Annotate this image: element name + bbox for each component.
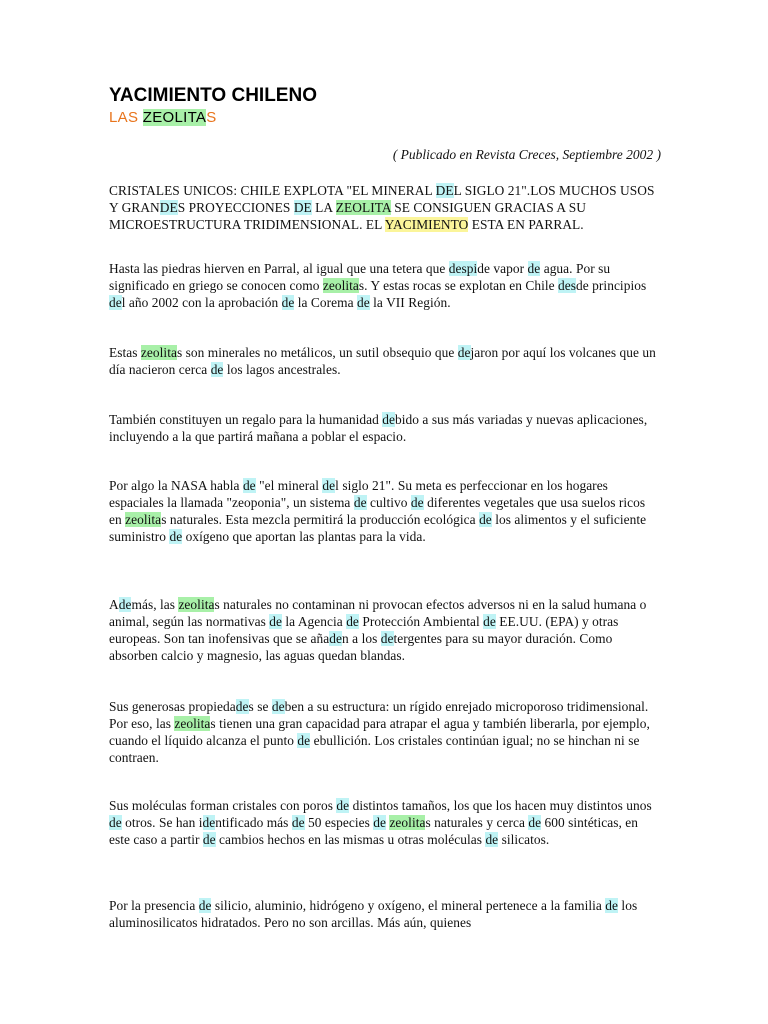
highlight-cyan: de (353, 495, 367, 510)
text-run: S PROYECCIONES (177, 200, 294, 215)
text-run: Por la presencia (109, 898, 199, 913)
highlight-green: ZEOLITA (335, 200, 391, 215)
highlight-cyan: de (373, 815, 387, 830)
article-paragraph (109, 897, 661, 931)
highlight-cyan: de (479, 512, 492, 527)
text-run: silicatos. (498, 832, 550, 847)
text-run: otros. Se han i (121, 815, 203, 830)
highlight-cyan: de (528, 815, 542, 830)
highlight-cyan: DE (159, 200, 178, 215)
text-run: agua. Por su significado en griego se conocen como (109, 261, 611, 293)
highlight-cyan: de (109, 295, 122, 310)
article-paragraph (109, 596, 661, 664)
highlight-cyan: de (291, 815, 305, 830)
text-run: ben a su estructura: un rígido enrejado microporoso tridimensional. Por eso, las (109, 699, 649, 731)
document-page (109, 84, 661, 930)
text-run: más, las (131, 597, 179, 612)
highlight-green: zeolita (174, 716, 211, 731)
highlight-yellow: YACIMIENTO (384, 217, 469, 232)
highlight-cyan: de (336, 798, 350, 813)
text-run: s se (248, 699, 272, 714)
text-run: silicio, aluminio, hidrógeno y oxígeno, el mineral pertenece a la familia (211, 898, 606, 913)
highlight-cyan: DE (293, 200, 312, 215)
text-run: l siglo 21". Su meta es perfeccionar en los hogares espaciales la llamada "zeoponia", un sistema (109, 478, 608, 510)
highlight-cyan: de (457, 345, 471, 360)
highlight-cyan: de (346, 614, 359, 629)
highlight-cyan: de (169, 529, 183, 544)
highlight-cyan: de (210, 362, 224, 377)
text-run: ESTA EN PARRAL. (468, 217, 584, 232)
article-paragraph (109, 411, 661, 445)
text-run: ebullición. Los cristales continúan igual; no se hinchan ni se contraen. (109, 733, 640, 765)
text-run: S (206, 109, 217, 126)
publication-note: ( Publicado en Revista Creces, Septiembre 2002 ) (392, 147, 661, 162)
highlight-cyan: DE (435, 183, 454, 198)
text-run: l año 2002 con la aprobación (121, 295, 282, 310)
text-run: Sus generosas propieda (109, 699, 236, 714)
text-run: A (109, 597, 119, 612)
document-subtitle (109, 108, 661, 128)
text-run: "el mineral (255, 478, 323, 493)
text-run: la Agencia (282, 614, 347, 629)
text-run: ntificado más (215, 815, 292, 830)
text-run: los lagos ancestrales. (223, 362, 341, 377)
highlight-cyan: de (485, 832, 499, 847)
highlight-cyan: de (109, 815, 122, 830)
highlight-cyan: de (357, 295, 370, 310)
text-run: cultivo (366, 495, 411, 510)
text-run: cambios hechos en las mismas u otras moléculas (215, 832, 486, 847)
text-run: También constituyen un regalo para la humanidad (109, 412, 383, 427)
highlight-cyan: de (235, 699, 249, 714)
document-title: YACIMIENTO CHILENO (109, 85, 317, 106)
text-run: LA (311, 200, 336, 215)
text-run: n a los (342, 631, 381, 646)
text-run: SE CONSIGUEN GRACIAS A SU MICROESTRUCTURA TRIDIMENSIONAL. EL (109, 200, 586, 232)
highlight-cyan: de (410, 495, 424, 510)
highlight-cyan: despi (448, 261, 478, 276)
text-run: distintos tamaños, los que los hacen muy distintos unos (349, 798, 652, 813)
lead-paragraph (109, 182, 661, 233)
highlight-cyan: de (242, 478, 256, 493)
text-run: CRISTALES UNICOS: CHILE EXPLOTA "EL MINERAL (109, 183, 436, 198)
highlight-cyan: de (271, 699, 285, 714)
highlight-cyan: de (382, 412, 396, 427)
highlight-cyan: de (380, 631, 394, 646)
text-run: s naturales y cerca (425, 815, 529, 830)
article-paragraph (109, 344, 661, 378)
text-run: s naturales. Esta mezcla permitirá la producción ecológica (161, 512, 480, 527)
highlight-green: zeolita (178, 597, 215, 612)
article-paragraph (109, 260, 661, 311)
text-run: Protección Ambiental (358, 614, 484, 629)
text-run: diferentes vegetales que usa suelos ricos en (109, 495, 646, 527)
text-run: los alimentos y el suficiente suministro (109, 512, 647, 544)
text-run: EE.UU. (EPA) y otras europeas. Son tan inofensivas que se aña (109, 614, 619, 646)
text-run: Sus moléculas forman cristales con poros (109, 798, 337, 813)
text-run: bido a sus más variadas y nuevas aplicaciones, incluyendo a la que partirá mañana a poblar el espacio. (109, 412, 648, 444)
text-run: s naturales no contaminan ni provocan efectos adversos ni en la salud humana o animal, según las normativas (109, 597, 647, 629)
highlight-cyan: de (527, 261, 541, 276)
text-run: Estas (109, 345, 141, 360)
highlight-cyan: de (329, 631, 343, 646)
highlight-cyan: des (558, 278, 577, 293)
highlight-green: zeolita (125, 512, 162, 527)
text-run: Por algo la NASA habla (109, 478, 243, 493)
text-run: 600 sintéticas, en este caso a partir (109, 815, 639, 847)
text-run: tergentes para su mayor duración. Como absorben calcio y magnesio, las aguas quedan blandas. (109, 631, 613, 663)
highlight-cyan: de (198, 898, 212, 913)
highlight-green: zeolita (389, 815, 426, 830)
text-run: Hasta las piedras hierven en Parral, al igual que una tetera que (109, 261, 449, 276)
text-run: los aluminosilicatos hidratados. Pero no son arcillas. Más aún, quienes (109, 898, 638, 930)
text-run: s. Y estas rocas se explotan en Chile (358, 278, 559, 293)
highlight-cyan: de (605, 898, 619, 913)
text-run: de vapor (477, 261, 528, 276)
highlight-cyan: de (281, 295, 295, 310)
highlight-cyan: de (483, 614, 496, 629)
highlight-cyan: de (297, 733, 311, 748)
text-run: la VII Región. (369, 295, 451, 310)
article-paragraph (109, 797, 661, 848)
text-run: LAS (109, 109, 143, 126)
article-paragraph (109, 698, 661, 766)
highlight-green: zeolita (322, 278, 359, 293)
text-run: s tienen una gran capacidad para atrapar el agua y también liberarla, por ejemplo, cuando el líquido alcanza el punto (109, 716, 650, 748)
text-run: L SIGLO 21".LOS MUCHOS USOS Y GRAN (109, 183, 655, 215)
highlight-cyan: de (322, 478, 336, 493)
text-run: jaron por aquí los volcanes que un día nacieron cerca (109, 345, 656, 377)
highlight-cyan: de (118, 597, 132, 612)
text-run: oxígeno que aportan las plantas para la vida. (182, 529, 426, 544)
highlight-cyan: de (269, 614, 282, 629)
text-run: 50 especies (304, 815, 374, 830)
text-run: la Corema (294, 295, 358, 310)
highlight-green: ZEOLITA (142, 109, 207, 126)
article-paragraph (109, 477, 661, 545)
text-run: s son minerales no metálicos, un sutil obsequio que (176, 345, 458, 360)
highlight-cyan: de (202, 832, 216, 847)
highlight-cyan: de (202, 815, 216, 830)
text-run: de principios (576, 278, 647, 293)
highlight-green: zeolita (140, 345, 177, 360)
